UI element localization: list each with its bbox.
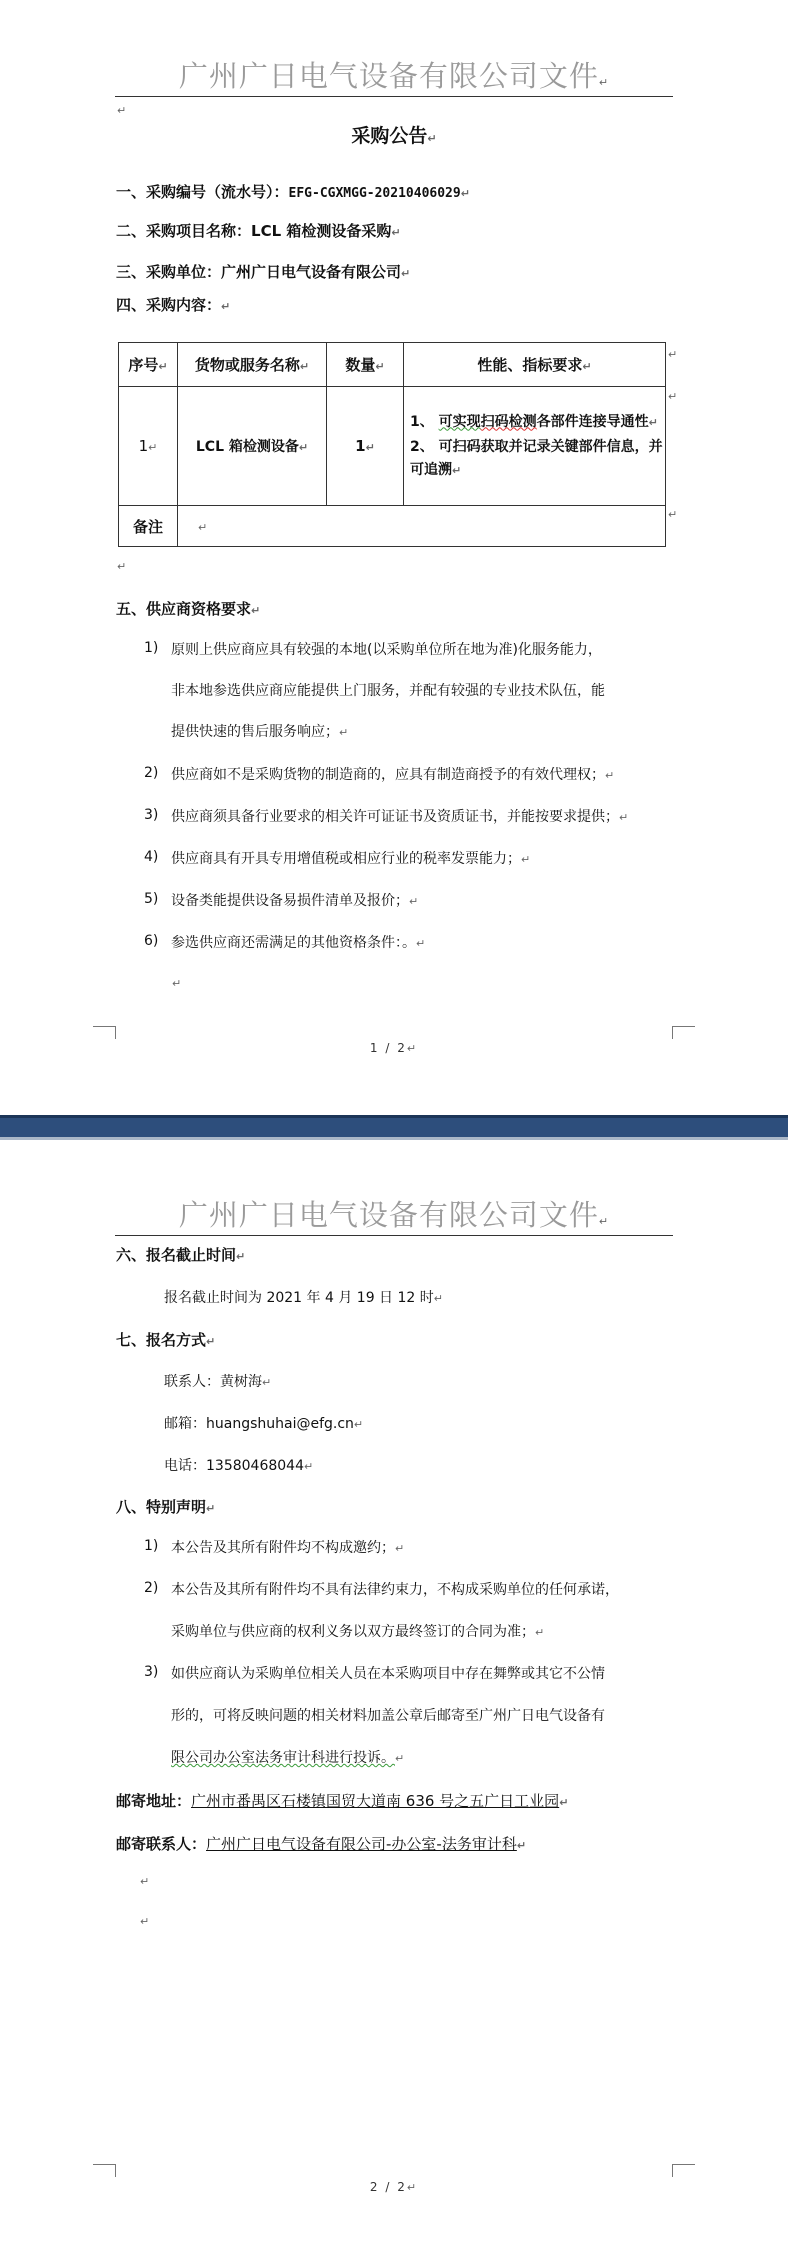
list-item-number: 1) xyxy=(144,1538,159,1554)
paragraph-mark: ↵ xyxy=(668,508,678,521)
list-item: 本公告及其所有附件均不具有法律约束力，不构成采购单位的任何承诺， xyxy=(171,1582,619,1598)
list-item-continuation: 采购单位与供应商的权利义务以双方最终签订的合同为准；↵ xyxy=(171,1624,545,1640)
note-label-cell: 备注 xyxy=(119,506,178,547)
header-rule xyxy=(115,96,673,97)
table-header-cell: 性能、指标要求↵ xyxy=(404,343,666,387)
page-separator xyxy=(0,1115,788,1140)
page-corner-mark xyxy=(672,1026,695,1039)
list-item: 如供应商认为采购单位相关人员在本采购项目中存在舞弊或其它不公情 xyxy=(171,1666,605,1682)
paragraph-mark: ↵ xyxy=(668,348,678,361)
paragraph-mark: ↵ xyxy=(668,390,678,403)
section-registration-method: 七、报名方式↵ xyxy=(116,1331,216,1349)
section-supplier-qualification: 五、供应商资格要求↵ xyxy=(116,600,261,618)
paragraph-mark: ↵ xyxy=(117,104,127,117)
list-item: 供应商具有开具专用增值税或相应行业的税率发票能力；↵ xyxy=(171,851,531,867)
document-page-1 xyxy=(0,0,788,1115)
page-corner-mark xyxy=(93,1026,116,1039)
list-item: 本公告及其所有附件均不构成邀约；↵ xyxy=(171,1540,405,1556)
list-item: 参选供应商还需满足的其他资格条件：。↵ xyxy=(171,935,426,951)
section-procurement-unit: 三、采购单位：广州广日电气设备有限公司↵ xyxy=(116,263,411,281)
deadline-text: 报名截止时间为 2021 年 4 月 19 日 12 时↵ xyxy=(164,1290,443,1306)
page-corner-mark xyxy=(672,2164,695,2177)
list-item-number: 1) xyxy=(144,640,159,656)
list-item: 供应商如不是采购货物的制造商的，应具有制造商授予的有效代理权；↵ xyxy=(171,767,615,783)
list-item-number: 2) xyxy=(144,1580,159,1596)
table-header-cell: 货物或服务名称↵ xyxy=(178,343,327,387)
table-note-row xyxy=(119,506,666,547)
table-header-cell: 序号↵ xyxy=(119,343,178,387)
requirement-1: 1、 可实现扫码检测各部件连接导通性↵ xyxy=(410,413,658,430)
page-number: 1 / 2↵ xyxy=(369,1041,419,1055)
mailing-contact: 邮寄联系人：广州广日电气设备有限公司-办公室-法务审计科↵ xyxy=(116,1835,527,1853)
list-item-continuation: 形的，可将反映问题的相关材料加盖公章后邮寄至广州广日电气设备有 xyxy=(171,1708,605,1724)
list-item-continuation: 限公司办公室法务审计科进行投诉。↵ xyxy=(171,1750,405,1766)
header-title: 广州广日电气设备有限公司文件↵ xyxy=(178,1198,610,1232)
table-row xyxy=(119,387,666,506)
list-item: 供应商须具备行业要求的相关许可证证书及资质证书，并能按要求提供；↵ xyxy=(171,809,629,825)
requirement-2: 2、 可扫码获取并记录关键部件信息，并可追溯↵ xyxy=(410,438,663,478)
document-page-2 xyxy=(0,1140,788,2260)
paragraph-mark: ↵ xyxy=(140,1875,150,1888)
list-item: 原则上供应商应具有较强的本地(以采购单位所在地为准)化服务能力， xyxy=(171,642,602,658)
list-item-number: 4) xyxy=(144,849,159,865)
list-item-number: 5) xyxy=(144,891,159,907)
list-item-continuation: 非本地参选供应商应能提供上门服务，并配有较强的专业技术队伍，能 xyxy=(171,683,605,699)
row-requirements-cell xyxy=(404,387,666,506)
section-project-name: 二、采购项目名称：LCL 箱检测设备采购↵ xyxy=(116,222,401,240)
page-number: 2 / 2↵ xyxy=(369,2180,419,2194)
list-item: 设备类能提供设备易损件清单及报价；↵ xyxy=(171,893,419,909)
list-item-number: 2) xyxy=(144,765,159,781)
page-corner-mark xyxy=(93,2164,116,2177)
header-rule xyxy=(115,1235,673,1236)
contact-person: 联系人：黄树海↵ xyxy=(164,1374,272,1390)
paragraph-mark: ↵ xyxy=(117,560,127,573)
document-title: 采购公告↵ xyxy=(351,125,437,147)
row-quantity-cell: 1↵ xyxy=(327,387,404,506)
list-item-number: 3) xyxy=(144,1664,159,1680)
contact-phone: 电话：13580468044↵ xyxy=(164,1458,314,1474)
paragraph-mark: ↵ xyxy=(172,977,182,990)
table-header-row xyxy=(119,343,666,387)
section-special-statement: 八、特别声明↵ xyxy=(116,1498,216,1516)
table-header-cell: 数量↵ xyxy=(327,343,404,387)
list-item-number: 3) xyxy=(144,807,159,823)
procurement-table xyxy=(118,342,666,547)
list-item-continuation: 提供快速的售后服务响应；↵ xyxy=(171,724,349,740)
row-index-cell: 1↵ xyxy=(119,387,178,506)
contact-email[interactable]: 邮箱：huangshuhai@efg.cn↵ xyxy=(164,1416,364,1432)
paragraph-mark: ↵ xyxy=(140,1915,150,1928)
mailing-address: 邮寄地址：广州市番禺区石楼镇国贸大道南 636 号之五广日工业园↵ xyxy=(116,1792,569,1810)
section-procurement-number: 一、采购编号（流水号）：EFG-CGXMGG-20210406029↵ xyxy=(116,183,470,201)
list-item-number: 6) xyxy=(144,933,159,949)
row-name-cell: LCL 箱检测设备↵ xyxy=(178,387,327,506)
note-value-cell: ↵ xyxy=(178,506,666,547)
header-title: 广州广日电气设备有限公司文件↵ xyxy=(178,59,610,93)
section-procurement-content: 四、采购内容：↵ xyxy=(116,296,231,314)
section-registration-deadline: 六、报名截止时间↵ xyxy=(116,1246,246,1264)
